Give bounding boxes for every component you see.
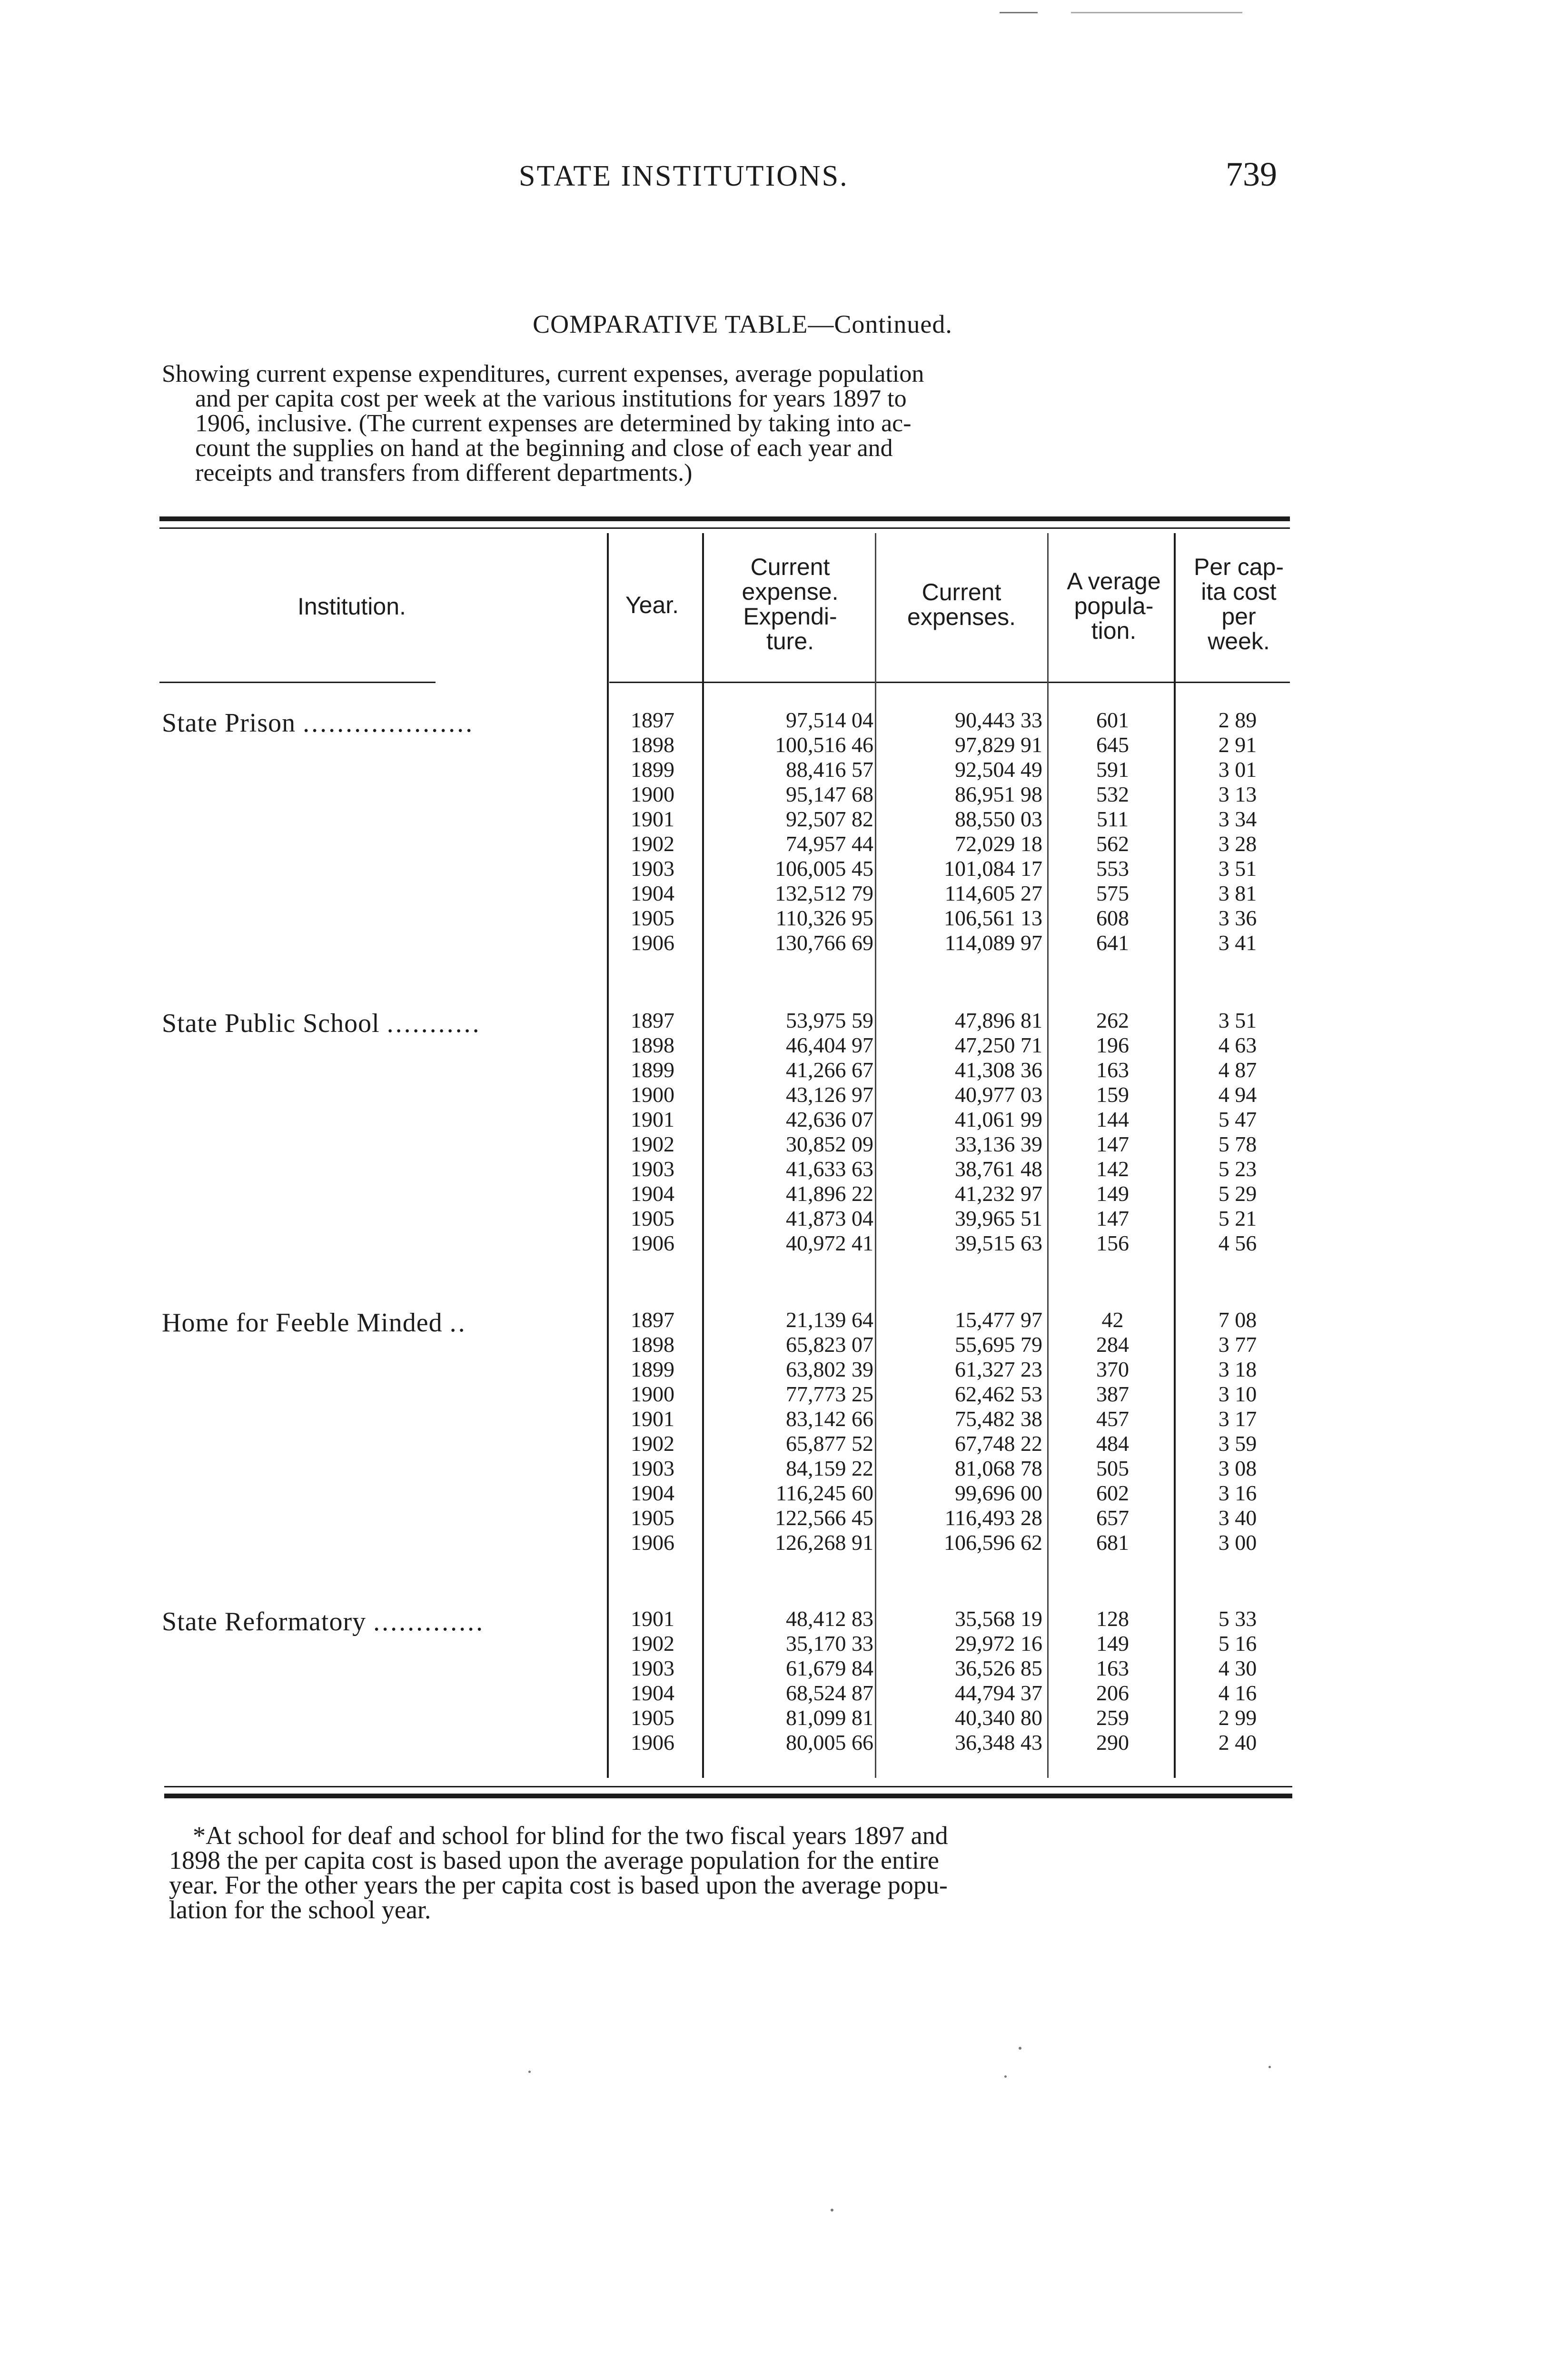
per-capita-cell: 3 59	[1218, 1431, 1257, 1456]
table-row	[162, 1456, 1295, 1481]
population-cell: 259	[1096, 1706, 1129, 1730]
current-expenses-cell: 90,443 33	[955, 708, 1042, 732]
footnote-line: year. For the other years the per capita cost is based upon the average popu-	[169, 1871, 948, 1899]
year-cell: 1902	[631, 1631, 674, 1656]
year-cell: 1905	[631, 906, 674, 930]
header-bottom-rule	[609, 682, 1290, 683]
current-expenses-cell: 106,596 62	[944, 1530, 1042, 1555]
per-capita-cell: 4 87	[1218, 1058, 1257, 1082]
table-row	[162, 1606, 1295, 1631]
current-expenses-cell: 67,748 22	[955, 1431, 1042, 1456]
current-expenses-cell: 92,504 49	[955, 757, 1042, 782]
table-title: COMPARATIVE TABLE—Continued.	[533, 310, 952, 338]
year-cell: 1904	[631, 881, 674, 905]
year-cell: 1903	[631, 1456, 674, 1480]
table-row	[162, 1530, 1295, 1555]
current-expenses-cell: 40,340 80	[955, 1706, 1042, 1730]
year-cell: 1906	[631, 931, 674, 955]
header-line: ture.	[766, 628, 814, 654]
year-cell: 1904	[631, 1481, 674, 1505]
per-capita-cell: 3 77	[1218, 1332, 1257, 1357]
per-capita-cell: 3 08	[1218, 1456, 1257, 1480]
year-cell: 1900	[631, 1382, 674, 1406]
population-cell: 284	[1096, 1332, 1129, 1357]
per-capita-cell: 4 63	[1218, 1033, 1257, 1057]
year-cell: 1899	[631, 1357, 674, 1381]
population-cell: 147	[1096, 1132, 1129, 1156]
expenditure-cell: 80,005 66	[786, 1730, 873, 1755]
per-capita-cell: 3 36	[1218, 906, 1257, 930]
year-cell: 1903	[631, 1157, 674, 1181]
dot-leader: ...........	[386, 1009, 481, 1038]
scan-speck	[1269, 2066, 1271, 2068]
per-capita-cell: 5 23	[1218, 1157, 1257, 1181]
population-cell: 575	[1096, 881, 1129, 905]
population-cell: 262	[1096, 1008, 1129, 1032]
current-expenses-cell: 33,136 39	[955, 1132, 1042, 1156]
expenditure-cell: 30,852 09	[786, 1132, 873, 1156]
table-row	[162, 881, 1295, 906]
table-row	[162, 757, 1295, 782]
year-cell: 1902	[631, 832, 674, 856]
header-line: tion.	[1091, 617, 1137, 644]
expenditure-cell: 88,416 57	[786, 757, 873, 782]
institution-label: State Reformatory	[162, 1607, 367, 1636]
per-capita-cell: 3 10	[1218, 1382, 1257, 1406]
population-cell: 147	[1096, 1206, 1129, 1230]
per-capita-cell: 3 16	[1218, 1481, 1257, 1505]
population-cell: 206	[1096, 1681, 1129, 1705]
expenditure-cell: 83,142 66	[786, 1407, 873, 1431]
per-capita-cell: 3 17	[1218, 1407, 1257, 1431]
scan-speck	[1004, 2075, 1007, 2078]
column-header-year: Year.	[625, 592, 679, 618]
expenditure-cell: 84,159 22	[786, 1456, 873, 1480]
current-expenses-cell: 41,061 99	[955, 1107, 1042, 1131]
current-expenses-cell: 81,068 78	[955, 1456, 1042, 1480]
scan-speck	[1000, 12, 1038, 13]
table-row	[162, 1730, 1295, 1755]
year-cell: 1904	[631, 1681, 674, 1705]
current-expenses-cell: 47,896 81	[955, 1008, 1042, 1032]
table-row	[162, 1431, 1295, 1456]
intro-line: Showing current expense expenditures, current expenses, average population	[162, 360, 924, 387]
expenditure-cell: 92,507 82	[786, 807, 873, 831]
expenditure-cell: 41,633 63	[786, 1157, 873, 1181]
header-line: Expendi-	[743, 603, 837, 630]
expenditure-cell: 65,877 52	[786, 1431, 873, 1456]
per-capita-cell: 5 33	[1218, 1606, 1257, 1631]
table-row	[162, 856, 1295, 881]
year-cell: 1903	[631, 1656, 674, 1680]
table-row	[162, 931, 1295, 955]
expenditure-cell: 40,972 41	[786, 1231, 873, 1255]
footnote	[169, 1823, 1297, 1922]
current-expenses-cell: 61,327 23	[955, 1357, 1042, 1381]
population-cell: 128	[1096, 1606, 1129, 1631]
table-row	[162, 807, 1295, 832]
year-cell: 1906	[631, 1231, 674, 1255]
header-bottom-rule	[159, 682, 436, 683]
current-expenses-cell: 114,089 97	[944, 931, 1042, 955]
current-expenses-cell: 106,561 13	[944, 906, 1042, 930]
institution-group	[162, 1308, 1295, 1565]
footnote-line: lation for the school year.	[169, 1895, 431, 1924]
table-row	[162, 1058, 1295, 1082]
scan-speck	[528, 2071, 531, 2073]
population-cell: 144	[1096, 1107, 1129, 1131]
per-capita-cell: 2 91	[1218, 733, 1257, 757]
per-capita-cell: 3 51	[1218, 1008, 1257, 1032]
population-cell: 370	[1096, 1357, 1129, 1381]
expenditure-cell: 130,766 69	[775, 931, 873, 955]
year-cell: 1897	[631, 1308, 674, 1332]
year-cell: 1899	[631, 1058, 674, 1082]
per-capita-cell: 2 99	[1218, 1706, 1257, 1730]
table-row	[162, 708, 1295, 733]
per-capita-cell: 3 00	[1218, 1530, 1257, 1555]
expenditure-cell: 132,512 79	[775, 881, 873, 905]
population-cell: 511	[1096, 807, 1129, 831]
table-row	[162, 1181, 1295, 1206]
expenditure-cell: 100,516 46	[775, 733, 873, 757]
population-cell: 601	[1096, 708, 1129, 732]
population-cell: 591	[1096, 757, 1129, 782]
expenditure-cell: 74,957 44	[786, 832, 873, 856]
table-row	[162, 1008, 1295, 1033]
table-row	[162, 1332, 1295, 1357]
table-row	[162, 1231, 1295, 1256]
expenditure-cell: 110,326 95	[775, 906, 873, 930]
table-row	[162, 1681, 1295, 1706]
table-row	[162, 1206, 1295, 1231]
intro-line: and per capita cost per week at the various institutions for years 1897 to	[195, 385, 907, 412]
year-cell: 1897	[631, 1008, 674, 1032]
population-cell: 159	[1096, 1082, 1129, 1107]
expenditure-cell: 46,404 97	[786, 1033, 873, 1057]
population-cell: 645	[1096, 733, 1129, 757]
expenditure-cell: 126,268 91	[775, 1530, 873, 1555]
population-cell: 42	[1101, 1308, 1124, 1332]
current-expenses-cell: 75,482 38	[955, 1407, 1042, 1431]
current-expenses-cell: 62,462 53	[955, 1382, 1042, 1406]
population-cell: 196	[1096, 1033, 1129, 1057]
per-capita-cell: 3 51	[1218, 856, 1257, 881]
population-cell: 156	[1096, 1231, 1129, 1255]
year-cell: 1901	[631, 1107, 674, 1131]
institution-label: State Prison	[162, 708, 296, 738]
population-cell: 142	[1096, 1157, 1129, 1181]
scan-speck	[1019, 2047, 1021, 2050]
expenditure-cell: 41,896 22	[786, 1181, 873, 1206]
current-expenses-cell: 38,761 48	[955, 1157, 1042, 1181]
table-row	[162, 1157, 1295, 1181]
institution-label: Home for Feeble Minded	[162, 1308, 443, 1338]
population-cell: 457	[1096, 1407, 1129, 1431]
current-expenses-cell: 116,493 28	[944, 1506, 1042, 1530]
intro-line: receipts and transfers from different departments.)	[195, 459, 693, 486]
footnote-line: *At school for deaf and school for blind for the two fiscal years 1897 and	[193, 1821, 948, 1850]
intro-line: count the supplies on hand at the beginning and close of each year and	[195, 435, 893, 462]
column-header-population	[1050, 569, 1178, 643]
population-cell: 290	[1096, 1730, 1129, 1755]
dot-leader: ..	[449, 1308, 467, 1338]
current-expenses-cell: 99,696 00	[955, 1481, 1042, 1505]
table-description	[162, 362, 1290, 486]
population-cell: 553	[1096, 856, 1129, 881]
per-capita-cell: 5 47	[1218, 1107, 1257, 1131]
year-cell: 1901	[631, 1407, 674, 1431]
expenditure-cell: 53,975 59	[786, 1008, 873, 1032]
per-capita-cell: 3 01	[1218, 757, 1257, 782]
per-capita-cell: 3 13	[1218, 782, 1257, 806]
expenditure-cell: 61,679 84	[786, 1656, 873, 1680]
expenditure-cell: 106,005 45	[775, 856, 873, 881]
header-line: A verage	[1067, 568, 1161, 595]
per-capita-cell: 4 56	[1218, 1231, 1257, 1255]
current-expenses-cell: 41,308 36	[955, 1058, 1042, 1082]
population-cell: 387	[1096, 1382, 1129, 1406]
population-cell: 163	[1096, 1656, 1129, 1680]
year-cell: 1898	[631, 1332, 674, 1357]
per-capita-cell: 2 40	[1218, 1730, 1257, 1755]
year-cell: 1905	[631, 1706, 674, 1730]
per-capita-cell: 5 29	[1218, 1181, 1257, 1206]
table-row	[162, 1506, 1295, 1530]
expenditure-cell: 97,514 04	[786, 708, 873, 732]
institution-label: State Public School	[162, 1009, 380, 1038]
table-bottom-rule-thin	[164, 1786, 1292, 1787]
current-expenses-cell: 114,605 27	[944, 881, 1042, 905]
year-cell: 1898	[631, 733, 674, 757]
expenditure-cell: 95,147 68	[786, 782, 873, 806]
table-row	[162, 906, 1295, 931]
column-header-current-expenses	[881, 580, 1042, 629]
table-row	[162, 1132, 1295, 1157]
table-row	[162, 1407, 1295, 1431]
table-bottom-rule	[164, 1794, 1292, 1798]
current-expenses-cell: 29,972 16	[955, 1631, 1042, 1656]
year-cell: 1906	[631, 1530, 674, 1555]
population-cell: 149	[1096, 1631, 1129, 1656]
header-line: Current	[922, 579, 1001, 605]
footnote-line: 1898 the per capita cost is based upon the average population for the entire	[169, 1846, 939, 1874]
population-cell: 641	[1096, 931, 1129, 955]
table-row	[162, 1631, 1295, 1656]
current-expenses-cell: 15,477 97	[955, 1308, 1042, 1332]
table-top-rule-thin	[159, 527, 1290, 529]
table-row	[162, 733, 1295, 757]
per-capita-cell: 7 08	[1218, 1308, 1257, 1332]
year-cell: 1898	[631, 1033, 674, 1057]
expenditure-cell: 65,823 07	[786, 1332, 873, 1357]
table-row	[162, 832, 1295, 856]
current-expenses-cell: 36,348 43	[955, 1730, 1042, 1755]
expenditure-cell: 43,126 97	[786, 1082, 873, 1107]
column-header-expenditure	[709, 555, 871, 654]
per-capita-cell: 5 21	[1218, 1206, 1257, 1230]
current-expenses-cell: 97,829 91	[955, 733, 1042, 757]
table-row	[162, 1357, 1295, 1382]
current-expenses-cell: 35,568 19	[955, 1606, 1042, 1631]
per-capita-cell: 3 28	[1218, 832, 1257, 856]
population-cell: 562	[1096, 832, 1129, 856]
current-expenses-cell: 39,515 63	[955, 1231, 1042, 1255]
header-line: per	[1221, 603, 1256, 630]
expenditure-cell: 68,524 87	[786, 1681, 873, 1705]
current-expenses-cell: 72,029 18	[955, 832, 1042, 856]
population-cell: 163	[1096, 1058, 1129, 1082]
year-cell: 1905	[631, 1506, 674, 1530]
running-title: STATE INSTITUTIONS.	[519, 160, 849, 192]
header-line: popula-	[1074, 593, 1154, 619]
current-expenses-cell: 47,250 71	[955, 1033, 1042, 1057]
year-cell: 1901	[631, 1606, 674, 1631]
scan-speck	[1071, 12, 1242, 13]
current-expenses-cell: 86,951 98	[955, 782, 1042, 806]
header-line: Per cap-	[1194, 554, 1284, 580]
year-cell: 1899	[631, 757, 674, 782]
per-capita-cell: 4 94	[1218, 1082, 1257, 1107]
year-cell: 1900	[631, 782, 674, 806]
column-header-per-capita	[1180, 555, 1297, 654]
table-row	[162, 1033, 1295, 1058]
expenditure-cell: 63,802 39	[786, 1357, 873, 1381]
per-capita-cell: 3 40	[1218, 1506, 1257, 1530]
table-row	[162, 782, 1295, 807]
population-cell: 149	[1096, 1181, 1129, 1206]
per-capita-cell: 5 78	[1218, 1132, 1257, 1156]
header-line: week.	[1208, 628, 1270, 654]
per-capita-cell: 3 41	[1218, 931, 1257, 955]
table-row	[162, 1082, 1295, 1107]
expenditure-cell: 77,773 25	[786, 1382, 873, 1406]
expenditure-cell: 35,170 33	[786, 1631, 873, 1656]
per-capita-cell: 5 16	[1218, 1631, 1257, 1656]
current-expenses-cell: 41,232 97	[955, 1181, 1042, 1206]
current-expenses-cell: 36,526 85	[955, 1656, 1042, 1680]
current-expenses-cell: 39,965 51	[955, 1206, 1042, 1230]
current-expenses-cell: 55,695 79	[955, 1332, 1042, 1357]
year-cell: 1902	[631, 1132, 674, 1156]
year-cell: 1906	[631, 1730, 674, 1755]
per-capita-cell: 4 30	[1218, 1656, 1257, 1680]
expenditure-cell: 41,873 04	[786, 1206, 873, 1230]
table-row	[162, 1107, 1295, 1132]
expenditure-cell: 81,099 81	[786, 1706, 873, 1730]
population-cell: 608	[1096, 906, 1129, 930]
column-header-institution: Institution.	[297, 593, 406, 620]
year-cell: 1904	[631, 1181, 674, 1206]
table-row	[162, 1382, 1295, 1407]
per-capita-cell: 3 34	[1218, 807, 1257, 831]
population-cell: 657	[1096, 1506, 1129, 1530]
population-cell: 532	[1096, 782, 1129, 806]
institution-group	[162, 1606, 1295, 1764]
scan-speck	[831, 2209, 833, 2211]
table-row	[162, 1706, 1295, 1730]
expenditure-cell: 42,636 07	[786, 1107, 873, 1131]
expenditure-cell: 116,245 60	[775, 1481, 873, 1505]
year-cell: 1901	[631, 807, 674, 831]
current-expenses-cell: 88,550 03	[955, 807, 1042, 831]
current-expenses-cell: 44,794 37	[955, 1681, 1042, 1705]
year-cell: 1903	[631, 856, 674, 881]
table-row	[162, 1481, 1295, 1506]
per-capita-cell: 2 89	[1218, 708, 1257, 732]
current-expenses-cell: 40,977 03	[955, 1082, 1042, 1107]
expenditure-cell: 48,412 83	[786, 1606, 873, 1631]
header-line: ita cost	[1201, 578, 1277, 605]
institution-group	[162, 1008, 1295, 1265]
current-expenses-cell: 101,084 17	[944, 856, 1042, 881]
institution-group	[162, 708, 1295, 965]
page-number: 739	[1226, 155, 1277, 193]
year-cell: 1897	[631, 708, 674, 732]
table-row	[162, 1656, 1295, 1681]
year-cell: 1905	[631, 1206, 674, 1230]
per-capita-cell: 3 81	[1218, 881, 1257, 905]
header-line: Current	[750, 554, 830, 580]
expenditure-cell: 41,266 67	[786, 1058, 873, 1082]
table-top-rule	[159, 516, 1290, 521]
header-line: expenses.	[907, 604, 1016, 630]
year-cell: 1902	[631, 1431, 674, 1456]
expenditure-cell: 122,566 45	[775, 1506, 873, 1530]
population-cell: 681	[1096, 1530, 1129, 1555]
header-line: expense.	[742, 578, 839, 605]
population-cell: 505	[1096, 1456, 1129, 1480]
population-cell: 484	[1096, 1431, 1129, 1456]
population-cell: 602	[1096, 1481, 1129, 1505]
dot-leader: .............	[373, 1607, 485, 1636]
intro-line: 1906, inclusive. (The current expenses are determined by taking into ac-	[195, 410, 912, 437]
per-capita-cell: 3 18	[1218, 1357, 1257, 1381]
year-cell: 1900	[631, 1082, 674, 1107]
dot-leader: ....................	[303, 708, 475, 738]
table-row	[162, 1308, 1295, 1332]
per-capita-cell: 4 16	[1218, 1681, 1257, 1705]
expenditure-cell: 21,139 64	[786, 1308, 873, 1332]
